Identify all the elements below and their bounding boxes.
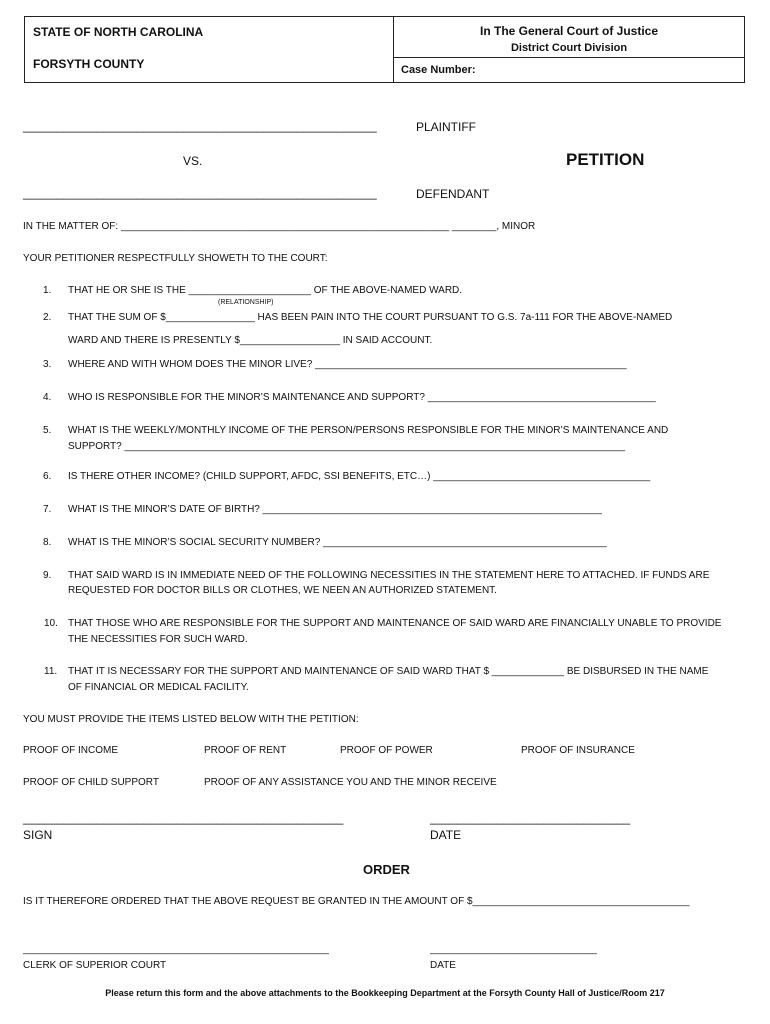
plaintiff-label: PLAINTIFF (416, 120, 477, 134)
order-date-label: DATE (430, 960, 456, 971)
case-number-label: Case Number: (401, 64, 476, 76)
item-text-continued: OF FINANCIAL OR MEDICAL FACILITY. (68, 682, 249, 693)
header-right-box (393, 16, 745, 83)
relationship-caption: (RELATIONSHIP) (218, 299, 274, 306)
item-text-continued: WARD AND THERE IS PRESENTLY $__________________ IN SAID ACCOUNT. (68, 335, 433, 346)
item-number: 3. (43, 359, 52, 370)
item-text: WHAT IS THE WEEKLY/MONTHLY INCOME OF THE PERSON/PERSONS RESPONSIBLE FOR THE MINOR’S MAINTENANCE AND (68, 425, 669, 436)
clerk-line[interactable]: _______________________________________________________ (23, 944, 329, 955)
item-text-continued: SUPPORT? __________________________________________________________________________________________ (68, 441, 626, 452)
item-number: 11. (44, 666, 58, 677)
item-text: THAT IT IS NECESSARY FOR THE SUPPORT AND MAINTENANCE OF SAID WARD THAT $ _____________ BE DISBURSED IN THE NAME (68, 666, 709, 677)
item-text: WHERE AND WITH WHOM DOES THE MINOR LIVE? ________________________________________________________ (68, 359, 627, 370)
item-text: THAT SAID WARD IS IN IMMEDIATE NEED OF THE FOLLOWING NECESSITIES IN THE STATEMENT HERE TO ATTACHED. IF FUNDS ARE (68, 570, 710, 581)
item-number: 6. (43, 471, 52, 482)
item-text: THAT THOSE WHO ARE RESPONSIBLE FOR THE SUPPORT AND MAINTENANCE OF SAID WARD ARE FINANCIALLY UNABLE TO PROVIDE (68, 618, 722, 629)
proof-child-support: PROOF OF CHILD SUPPORT (23, 777, 159, 788)
item-number: 7. (43, 504, 52, 515)
order-date-line[interactable]: ______________________________ (430, 944, 597, 955)
county-label: FORSYTH COUNTY (33, 57, 145, 71)
proof-assistance: PROOF OF ANY ASSISTANCE YOU AND THE MINOR RECEIVE (204, 777, 497, 788)
item-text-continued: REQUESTED FOR DOCTOR BILLS OR CLOTHES, WE NEEN AN AUTHORIZED STATEMENT. (68, 585, 497, 596)
item-number: 4. (43, 392, 52, 403)
order-title: ORDER (363, 862, 410, 877)
item-number: 8. (43, 537, 52, 548)
item-text: WHAT IS THE MINOR’S SOCIAL SECURITY NUMBER? ___________________________________________________ (68, 537, 607, 548)
vs-label: VS. (183, 154, 203, 168)
provide-intro: YOU MUST PROVIDE THE ITEMS LISTED BELOW WITH THE PETITION: (23, 714, 359, 725)
proof-income: PROOF OF INCOME (23, 745, 118, 756)
proof-rent: PROOF OF RENT (204, 745, 287, 756)
proof-power: PROOF OF POWER (340, 745, 433, 756)
item-text: WHAT IS THE MINOR’S DATE OF BIRTH? _____________________________________________________________ (68, 504, 602, 515)
court-title: In The General Court of Justice (479, 24, 659, 38)
item-number: 1. (43, 285, 52, 296)
sign-date-label: DATE (430, 828, 462, 842)
matter-line: IN THE MATTER OF: ___________________________________________________________ ________, MINOR (23, 221, 536, 232)
item-number: 9. (43, 570, 52, 581)
sign-label: SIGN (23, 828, 53, 842)
header-divider (394, 57, 744, 58)
header-left-box (24, 16, 393, 83)
document-title: PETITION (566, 150, 645, 169)
item-text: IS THERE OTHER INCOME? (CHILD SUPPORT, AFDC, SSI BENEFITS, ETC…) _______________________________________ (68, 471, 651, 482)
item-text: THAT HE OR SHE IS THE ______________________ OF THE ABOVE-NAMED WARD. (68, 285, 463, 296)
clerk-label: CLERK OF SUPERIOR COURT (23, 960, 167, 971)
footer-note: Please return this form and the above attachments to the Bookkeeping Department at the Forsyth County Hall of Justice/Room 217 (105, 988, 665, 998)
item-number: 2. (43, 312, 52, 323)
sign-date-line[interactable]: ______________________________ (430, 811, 631, 825)
item-text: THAT THE SUM OF $________________ HAS BEEN PAIN INTO THE COURT PURSUANT TO G.S. 7a-111 FOR THE ABOVE-NAMED (68, 312, 673, 323)
defendant-label: DEFENDANT (416, 187, 490, 201)
item-text: WHO IS RESPONSIBLE FOR THE MINOR’S MAINTENANCE AND SUPPORT? _________________________________________ (68, 392, 656, 403)
item-number: 10. (44, 618, 58, 629)
order-text: IS IT THEREFORE ORDERED THAT THE ABOVE REQUEST BE GRANTED IN THE AMOUNT OF $_______________________________________ (23, 896, 690, 907)
petition-intro: YOUR PETITIONER RESPECTFULLY SHOWETH TO THE COURT: (23, 253, 328, 264)
sign-line[interactable]: ________________________________________________ (23, 811, 344, 825)
court-division: District Court Division (510, 42, 628, 54)
item-number: 5. (43, 425, 52, 436)
proof-insurance: PROOF OF INSURANCE (521, 745, 635, 756)
defendant-line[interactable]: _____________________________________________________ (23, 186, 377, 200)
plaintiff-line[interactable]: _____________________________________________________ (23, 119, 377, 133)
state-label: STATE OF NORTH CAROLINA (33, 25, 204, 39)
item-text-continued: THE NECESSITIES FOR SUCH WARD. (68, 634, 248, 645)
